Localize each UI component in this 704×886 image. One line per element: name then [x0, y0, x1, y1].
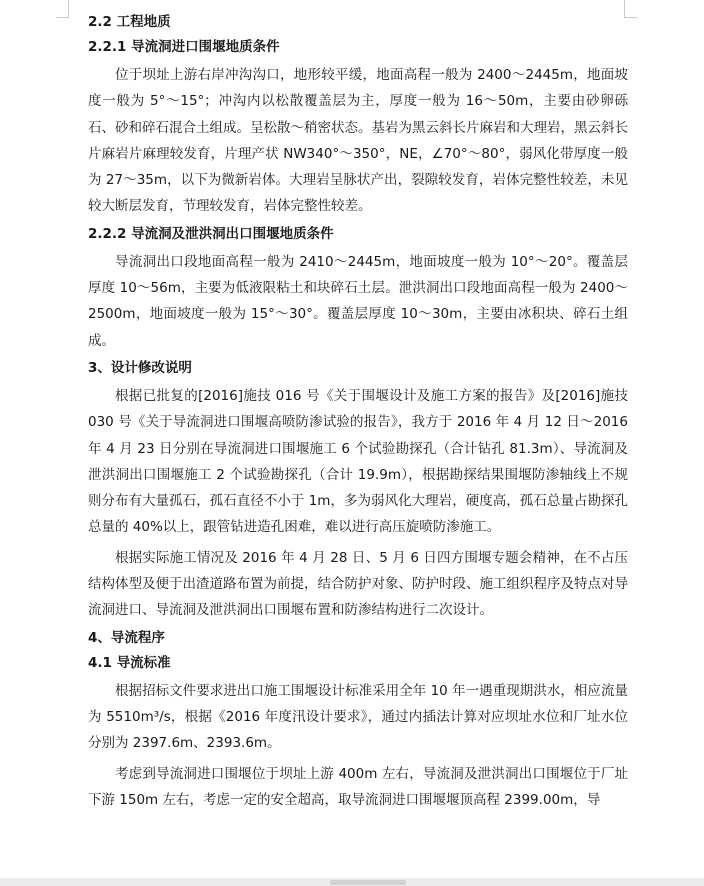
paragraph-inlet-geology: 位于坝址上游右岸冲沟沟口，地形较平缓，地面高程一般为 2400～2445m，地面坡度一般为 5°～15°；冲沟内以松散覆盖层为主，厚度一般为 16～50m，主要由砂卵砾石、砂和碎石混合土组成。呈松散～稍密状态。基岩为黑云斜长片麻岩和大理岩，黑云斜长片麻岩片麻理较发育，片理产状 NW340°～350°，NE，∠70°～80°，弱风化带厚度一般为 27～35m，以下为微新岩体。大理岩呈脉状产出，裂隙较发育，岩体完整性较差，未见较大断层发育，节理较发育，岩体完整性较差。: [88, 67, 628, 215]
paragraph-diversion-standard: 根据招标文件要求进出口施工围堰设计标准采用全年 10 年一遇重现期洪水，相应流量为 5510m³/s，根据《2016 年度汛设计要求》，通过内插法计算对应坝址水位和厂址水位分别为 2397.6m、2393.6m。: [88, 682, 628, 752]
crop-mark-top-left-vertical: [68, 0, 69, 17]
subsection-heading-4-1: 4.1 导流标准: [88, 654, 171, 671]
crop-mark-top-left-horizontal: [56, 17, 69, 18]
section-heading-4: 4、导流程序: [88, 629, 165, 646]
subsection-heading-2-2-2: 2.2.2 导流洞及泄洪洞出口围堰地质条件: [88, 225, 334, 242]
section-heading-2-2: 2.2 工程地质: [88, 14, 171, 30]
paragraph-redesign: 根据实际施工情况及 2016 年 4 月 28 日、5 月 6 日四方围堰专题会精神，在不占压结构体型及便于出渣道路布置为前提，结合防护对象、防护时段、施工组织程序及特点对导流洞进口、导流洞及泄洪洞出口围堰布置和防渗结构进行二次设计。: [88, 549, 628, 619]
paragraph-cofferdam-elevation: 考虑到导流洞进口围堰位于坝址上游 400m 左右，导流洞及泄洪洞出口围堰位于厂址下游 150m 左右，考虑一定的安全超高，取导流洞进口围堰堰顶高程 2399.00m，导: [88, 765, 628, 808]
section-heading-3: 3、设计修改说明: [88, 359, 192, 376]
scrollbar-thumb[interactable]: [330, 880, 406, 885]
document-body: [88, 12, 628, 817]
subsection-heading-2-2-1: 2.2.1 导流洞进口围堰地质条件: [88, 39, 280, 55]
paragraph-design-basis: 根据已批复的[2016]施技 016 号《关于围堰设计及施工方案的报告》及[2016]施技 030 号《关于导流洞进口围堰高喷防渗试验的报告》，我方于 2016 年 4 月 12 日～2016 年 4 月 23 日分别在导流洞进口围堰施工 6 个试验勘探孔（合计钻孔 81.3m）、导流洞及泄洪洞出口围堰施工 2 个试验勘探孔（合计 19.9m），根据勘探结果围堰防渗轴线上不规则分布有大量孤石，孤石直径不小于 1m，多为弱风化大理岩，硬度高，孤石总量占勘探孔总量的 40%以上，跟管钻进造孔困难，难以进行高压旋喷防渗施工。: [88, 387, 628, 536]
paragraph-outlet-geology: 导流洞出口段地面高程一般为 2410～2445m，地面坡度一般为 10°～20°。覆盖层厚度 10～56m，主要为低液限粘土和块碎石土层。泄洪洞出口段地面高程一般为 2400～2500m，地面坡度一般为 15°～30°。覆盖层厚度 10～30m，主要由冰积块、碎石土组成。: [88, 253, 628, 349]
